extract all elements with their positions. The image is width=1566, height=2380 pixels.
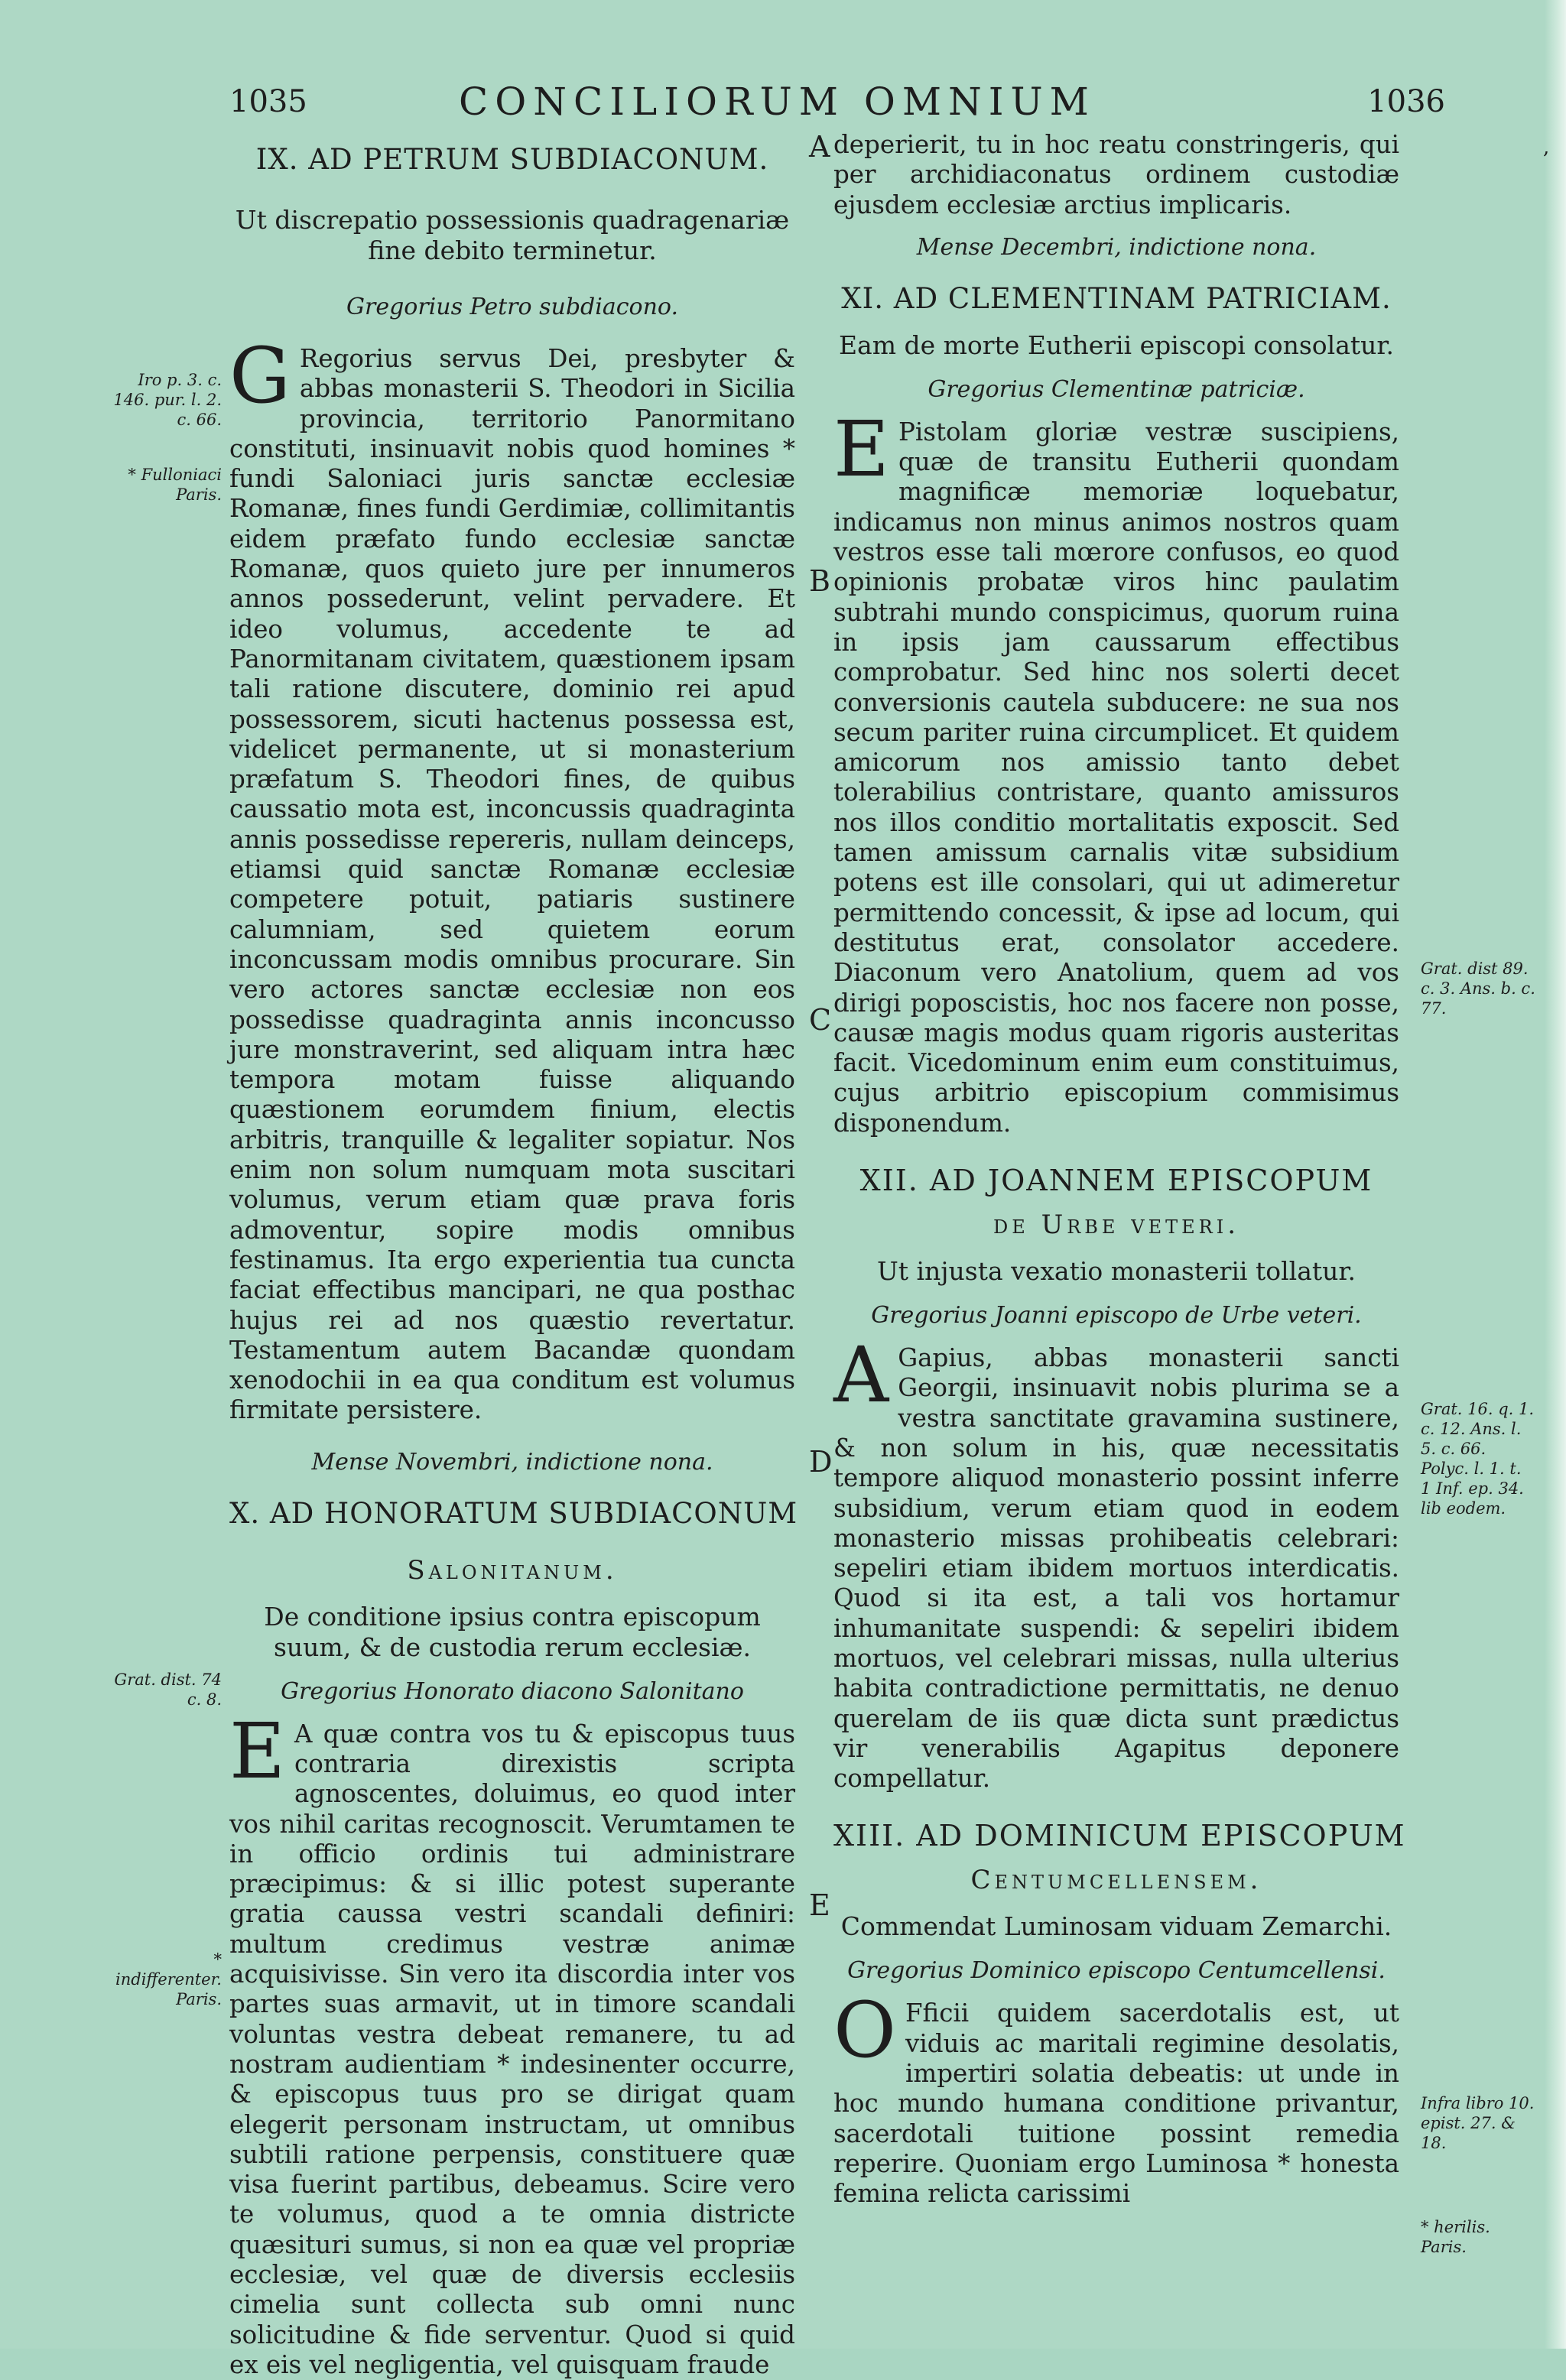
marginal-note: Grat. 16. q. 1. c. 12. Ans. l. 5. c. 66. Polyc. l. 1. t. 1 Inf. ep. 34. lib eodem. <box>1421 1400 1535 1518</box>
running-title: CONCILIORUM OMNIUM <box>459 80 1096 124</box>
drop-initial: E <box>833 404 889 494</box>
letter-text: Regorius servus Dei, presbyter & abbas monasterii S. Theodori in Sicilia provincia, territorio Panormitano constituti, insinuavit nobis quod homines * fundi Saloniaci juris sanctæ ecclesiæ Romanæ, fines fundi Gerdimiæ, collimitantis eidem præfato fundo ecclesiæ sanctæ Romanæ, quos quieto jure per innumeros annos possederunt, velint pervadere. Et ideo volumus, accedente te ad Panormitanam civitatem, quæstionem ipsam tali ratione discutere, dominio rei apud possessorem, sicuti hactenus possessa est, videlicet permanente, ut si monasterium præfatum S. Theodori fines, de quibus caussatio mota est, inconcussis quadraginta annis possedisse repereris, nullam deinceps, etiamsi quid sanctæ Romanæ ecclesiæ competere potuit, patiaris sustinere calumniam, sed quietem eorum inconcussam modis omnibus procurare. Sin vero actores sanctæ ecclesiæ non eos possedisse quadraginta annis inconcusso jure monstraverint, sed aliquam intra hæc tempora motam fuisse aliquando quæstionem eorumdem finium, electis arbitris, tranquille & legaliter sopiatur. Nos enim non solum numquam mota suscitari volumus, verum etiam quæ prava foris admoventur, sopire modis omnibus festinamus. Ita ergo experientia tua cuncta faciat effectibus mancipari, ne qua posthac hujus rei ad nos quæstio revertatur. Testamentum autem Bacandæ quondam xenodochii in ea qua conditum est volumus firmitate persistere. <box>229 344 795 1425</box>
section-summary: Ut injusta vexatio monasterii tollatur. <box>876 1256 1356 1287</box>
letter-text: A quæ contra vos tu & episcopus tuus contraria direxistis scripta agnoscentes, doluimus, eo quod inter vos nihil caritas recognoscit. Verumtamen te in officio ordinis tui administrare præcipimus: & si illic potest superante gratia caussa vestri scandali definiri: multum credimus vestræ animæ acquisivisse. Sin vero ita discordia inter vos partes suas armavit, ut in timore scandali voluntas vestra debeat remanere, tu ad nostram audientiam * indesinenter occurre, & episcopus tuus pro se dirigat quam elegerit personam instructam, ut omnibus subtili ratione perpensis, constituere quæ visa fuerint partibus, debeamus. Scire vero te volumus, quod a te omnia districte quæsituri sumus, si non ea quæ vel propriæ ecclesiæ, vel quæ de diversis ecclesiis cimelia sunt collecta sub omni nunc solicitudine & fide serventur. Quod si quid ex eis vel negligentia, vel quisquam fraude <box>229 1719 795 2379</box>
letter-text: Pistolam gloriæ vestræ suscipiens, quæ de transitu Eutherii quondam magnificæ memoriæ loquebatur, indicamus non minus animos nostros quam vestros esse tali mœrore confusos, eo quod opinionis probatæ viros hinc paulatim subtrahi mundo conspicimus, quorum ruina in ipsis jam caussarum effectibus comprobatur. Sed hinc nos solerti decet conversionis cautela subducere: ne sua nos secum pariter ruina circumplicet. Et quidem amicorum nos amissio tanto debet tolerabilius contristare, quanto amissuros nos illos conditio mortalitatis exposcit. Sed tamen amissum carnalis vitæ subsidium potens est ille consolari, qui ut adimeretur permittendo concessit, & ipse ad locum, qui destitutus erat, consolator accedere. Diaconum vero Anatolium, quem ad vos dirigi poposcistis, hoc nos facere non posse, causæ magis modus quam rigoris austeritas facit. Vicedominum enim eum constituimus, cujus arbitrio episcopium commisimus disponendum. <box>833 417 1399 1138</box>
gutter-letter-b: B <box>809 564 830 598</box>
section-subheading: Centumcellensem. <box>970 1865 1262 1896</box>
edge-mark: , <box>1543 136 1550 159</box>
section-heading: XIII. AD DOMINICUM EPISCOPUM <box>833 1819 1406 1853</box>
section-heading: X. AD HONORATUM SUBDIACONUM <box>229 1496 798 1530</box>
left-column <box>229 130 798 2380</box>
section-subheading: Salonitanum. <box>407 1554 618 1586</box>
marginal-note: * herilis. Paris. <box>1421 2218 1490 2256</box>
drop-initial: E <box>229 1706 285 1796</box>
drop-initial: O <box>833 1985 896 2076</box>
letter-body <box>833 1330 1399 1794</box>
section-summary: De conditione ipsius contra episcopum suum, & de custodia rerum ecclesiæ. <box>264 1601 761 1662</box>
salutation: Gregorius Petro subdiacono. <box>346 294 678 320</box>
section-summary: Eam de morte Eutherii episcopi consolatur. <box>838 330 1395 360</box>
salutation: Gregorius Joanni episcopo de Urbe veteri. <box>871 1302 1362 1330</box>
section-summary: Commendat Luminosam viduam Zemarchi. <box>840 1911 1392 1942</box>
letter-body <box>833 1985 1399 2209</box>
letter-text: Fficii quidem sacerdotalis est, ut viduis ac maritali regimine desolatis, impertiri solatia debeatis: ut unde in hoc mundo humana conditione privantur, sacerdotali tuitione possint remedia reperire. Quoniam ergo Luminosa * honesta femina relicta carissimi <box>833 1998 1399 2209</box>
letter-body <box>229 331 795 1426</box>
salutation: Gregorius Clementinæ patriciæ. <box>928 375 1305 403</box>
section-heading: IX. AD PETRUM SUBDIACONUM. <box>255 143 769 176</box>
gutter-letter-e: E <box>809 1888 830 1922</box>
marginal-note: Infra libro 10. epist. 27. & 18. <box>1421 2094 1535 2152</box>
gutter-letter-c: C <box>809 1003 832 1037</box>
letter-text: Gapius, abbas monasterii sancti Georgii, insinuavit nobis plurima se a vestra sanctitate gravamina sustinere, & non solum in his, quæ necessitatis tempore aliquod monasterio possint inferre subsidium, verum etiam quod in eodem monasterio missas prohibeatis celebrari: sepeliri etiam ibidem mortuos interdicatis. Quod si ita est, a tali vos hortamur inhumanitate suspendi: & sepeliri ibidem mortuos, vel celebrari missas, nulla ulterius habita contradictione permittatis, ne denuo querelam de iis quæ dicta sunt prædictus vir venerabilis Agapitus deponere compellatur. <box>833 1343 1399 1794</box>
gutter-letter-a: A <box>809 130 830 164</box>
salutation: Gregorius Honorato diacono Salonitano <box>281 1677 744 1705</box>
running-head <box>229 76 1445 130</box>
section-heading: XI. AD CLEMENTINAM PATRICIAM. <box>841 281 1392 315</box>
right-column <box>833 130 1406 2210</box>
page-number-left: 1035 <box>229 84 307 119</box>
salutation: Gregorius Dominico episcopo Centumcellensi. <box>847 1957 1386 1985</box>
section-subheading: de Urbe veteri. <box>993 1209 1239 1241</box>
marginal-note: Grat. dist 89. c. 3. Ans. b. c. 77. <box>1421 959 1535 1018</box>
letter-body <box>229 1706 795 2380</box>
marginal-note: * Fulloniaci Paris. <box>128 466 222 504</box>
drop-initial: A <box>833 1330 889 1421</box>
section-summary: Ut discrepatio possessionis quadragenariæ fine debito terminetur. <box>235 205 790 265</box>
marginal-note: * indifferenter. Paris. <box>115 1950 222 2008</box>
drop-initial: G <box>229 331 291 420</box>
page-number-right: 1036 <box>1367 84 1445 119</box>
gutter-letter-d: D <box>809 1445 833 1479</box>
letter-date: Mense Decembri, indictione nona. <box>916 233 1317 261</box>
marginal-note: Iro p. 3. c. 146. pur. l. 2. c. 66. <box>113 371 222 429</box>
page-edge <box>1545 0 1566 2349</box>
letter-date: Mense Novembri, indictione nona. <box>311 1448 713 1476</box>
marginal-note: Grat. dist. 74 c. 8. <box>114 1671 222 1709</box>
letter-continuation: deperierit, tu in hoc reatu constringeris, qui per archidiaconatus ordinem custodiæ ejusdem ecclesiæ arctius implicaris. <box>833 130 1399 219</box>
letter-body <box>833 404 1399 1138</box>
section-heading: XII. AD JOANNEM EPISCOPUM <box>859 1164 1373 1198</box>
